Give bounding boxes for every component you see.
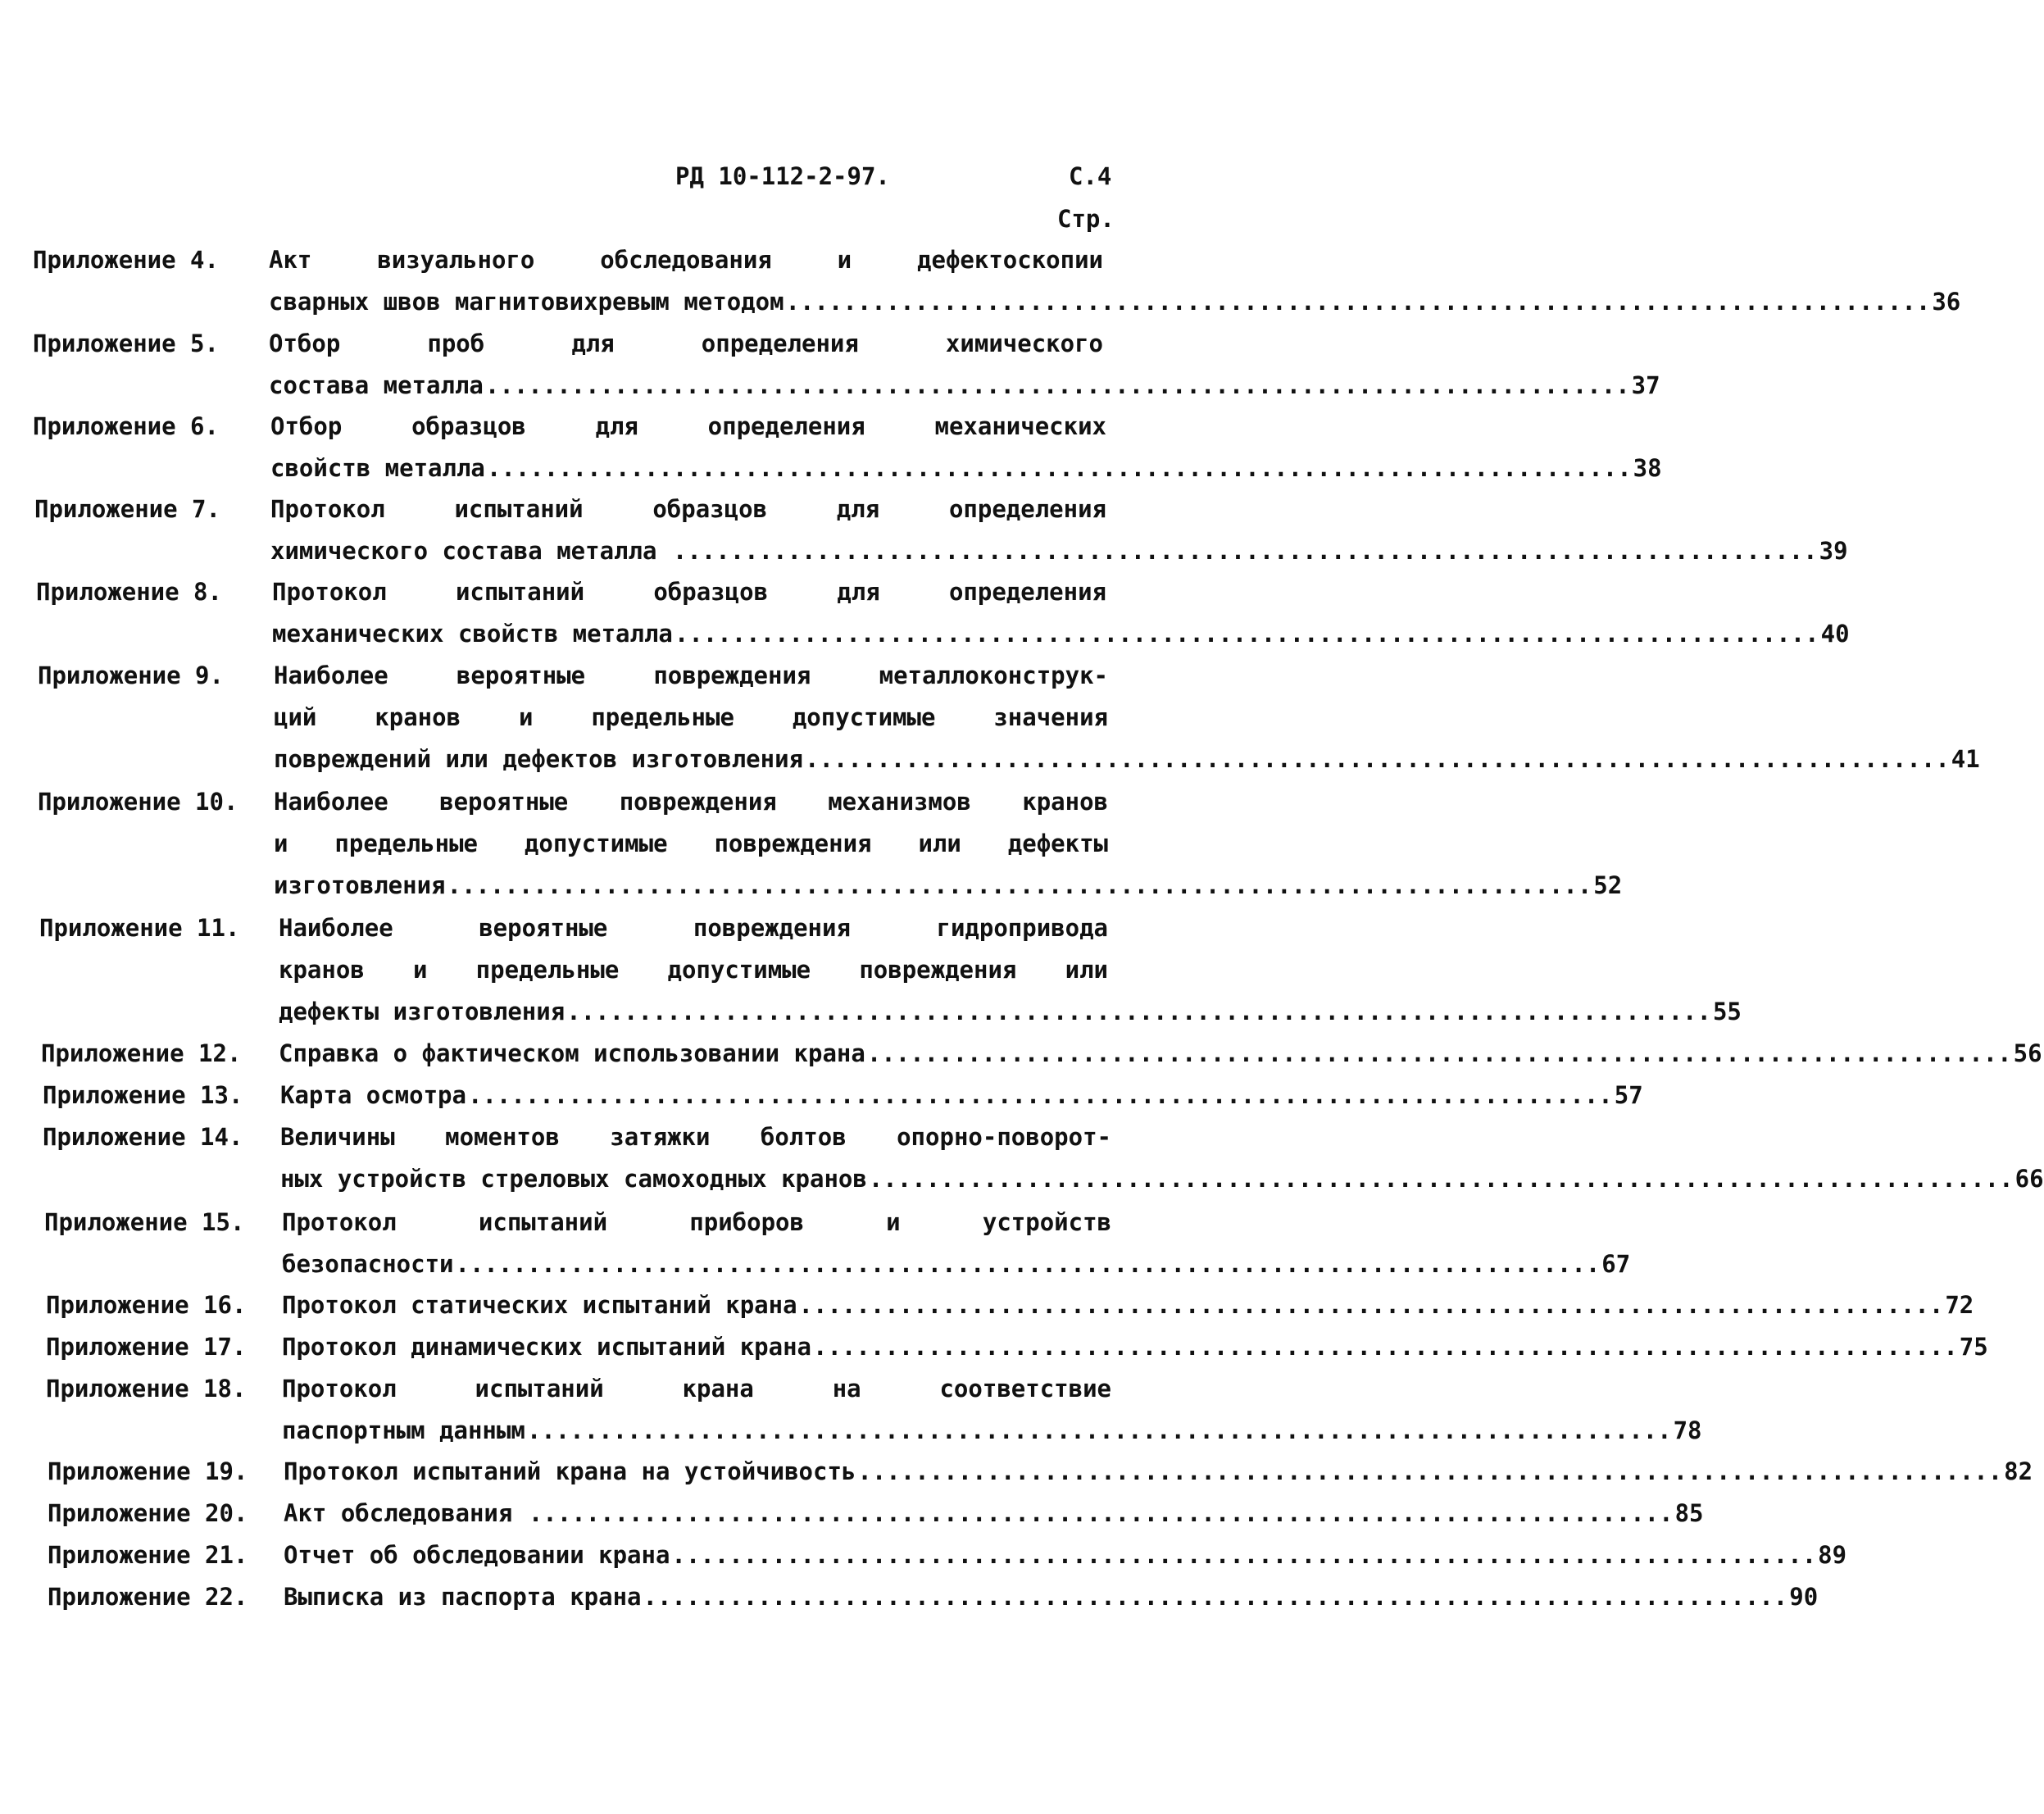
toc-entry-label: Приложение 9. <box>38 661 224 689</box>
toc-entry-page: 89 <box>1818 1541 1847 1569</box>
toc-entry-title: Отбор проб для определения химического <box>269 330 1103 357</box>
toc-entry-line <box>282 1250 1631 1283</box>
dot-leader: ................................................................................ <box>798 1291 1944 1319</box>
toc-entry-line <box>284 1457 2033 1490</box>
toc-entry-line <box>284 1499 1704 1532</box>
toc-entry-title: Акт обследования <box>284 1499 527 1527</box>
toc-entry-label: Приложение 4. <box>33 246 219 274</box>
toc-entry-page: 90 <box>1789 1583 1819 1611</box>
toc-entry-label: Приложение 8. <box>36 578 222 606</box>
dot-leader: ................................................................................ <box>528 1499 1674 1527</box>
toc-entry-title: дефекты изготовления <box>279 998 566 1025</box>
toc-entry-line <box>280 1165 2044 1198</box>
toc-entry-line <box>279 998 1742 1030</box>
toc-entry-line <box>272 620 1850 652</box>
toc-entry-title: химического состава металла <box>270 537 671 565</box>
dot-leader: ................................................................................ <box>805 745 1950 773</box>
toc-entry-page: 78 <box>1673 1416 1702 1444</box>
dot-leader: ................................................................................ <box>785 288 1931 316</box>
toc-entry-page: 57 <box>1614 1081 1643 1109</box>
toc-entry-line <box>279 914 1108 947</box>
toc-entry-label: Приложение 10. <box>38 788 238 816</box>
toc-entry-line <box>274 788 1108 821</box>
toc-entry-title: Отчет об обследовании крана <box>284 1541 670 1569</box>
toc-entry-page: 41 <box>1951 745 1980 773</box>
dot-leader: ................................................................................ <box>455 1250 1601 1278</box>
toc-entry-line <box>274 830 1108 862</box>
dot-leader: ................................................................................ <box>566 998 1711 1025</box>
toc-entry-title: Протокол испытаний крана на устойчивость <box>284 1457 856 1485</box>
dot-leader: ................................................................................ <box>484 371 1630 399</box>
toc-entry-line <box>279 1039 2042 1072</box>
toc-entry-label: Приложение 12. <box>41 1039 242 1067</box>
toc-entry-title: Протокол статических испытаний крана <box>282 1291 797 1319</box>
toc-entry-title: и предельные допустимые повреждения или дефекты <box>274 830 1108 857</box>
toc-entry-title: Наиболее вероятные повреждения металлоконструк- <box>274 661 1108 689</box>
toc-entry-page: 37 <box>1631 371 1660 399</box>
toc-entry-page: 82 <box>2004 1457 2033 1485</box>
toc-entry-title: Протокол испытаний крана на соответствие <box>282 1375 1111 1403</box>
toc-entry-label: Приложение 20. <box>48 1499 248 1527</box>
toc-entry-label: Приложение 6. <box>33 412 219 440</box>
toc-entry-line <box>274 703 1108 736</box>
toc-entry-line <box>280 1123 1111 1156</box>
toc-entry-line <box>274 745 1980 778</box>
toc-entry-page: 75 <box>1959 1333 1988 1361</box>
document-code: РД 10-112-2-97. <box>675 162 890 190</box>
toc-entry-page: 72 <box>1945 1291 1974 1319</box>
toc-entry-label: Приложение 17. <box>46 1333 247 1361</box>
toc-entry-title: Величины моментов затяжки болтов опорно-поворот- <box>280 1123 1111 1151</box>
toc-entry-page: 55 <box>1712 998 1742 1025</box>
toc-entry-page: 56 <box>2013 1039 2042 1067</box>
toc-entry-title: состава металла <box>269 371 484 399</box>
dot-leader: ................................................................................ <box>643 1583 1788 1611</box>
dot-leader: ................................................................................ <box>866 1039 2012 1067</box>
toc-entry-title: Акт визуального обследования и дефектоскопии <box>269 246 1103 274</box>
toc-entry-line <box>270 454 1662 487</box>
toc-entry-title: Наиболее вероятные повреждения гидропривода <box>279 914 1108 942</box>
toc-entry-label: Приложение 19. <box>48 1457 248 1485</box>
dot-leader: ................................................................................ <box>526 1416 1672 1444</box>
toc-entry-page: 66 <box>2014 1165 2044 1193</box>
dot-leader: ................................................................................ <box>447 871 1592 899</box>
toc-entry-page: 52 <box>1593 871 1623 899</box>
toc-entry-line <box>270 412 1106 445</box>
toc-entry-line <box>282 1375 1111 1407</box>
toc-entry-title: Справка о фактическом использовании крана <box>279 1039 865 1067</box>
toc-entry-label: Приложение 15. <box>44 1208 245 1236</box>
dot-leader: ................................................................................ <box>672 537 1818 565</box>
toc-entry-line <box>274 661 1108 694</box>
toc-entry-line <box>269 246 1103 279</box>
toc-entry-title: паспортным данным <box>282 1416 525 1444</box>
toc-entry-label: Приложение 7. <box>34 495 220 523</box>
toc-entry-line <box>274 871 1623 904</box>
dot-leader: ................................................................................ <box>857 1457 2003 1485</box>
toc-entry-title: свойств металла <box>270 454 485 482</box>
toc-entry-label: Приложение 11. <box>39 914 240 942</box>
dot-leader: ................................................................................ <box>813 1333 1958 1361</box>
dot-leader: ................................................................................ <box>674 620 1819 648</box>
toc-entry-line <box>284 1541 1847 1574</box>
toc-entry-title: кранов и предельные допустимые повреждения или <box>279 956 1108 984</box>
dot-leader: ................................................................................ <box>671 1541 1817 1569</box>
toc-entry-label: Приложение 13. <box>43 1081 243 1109</box>
toc-entry-title: ных устройств стреловых самоходных кранов <box>280 1165 867 1193</box>
dot-leader: ................................................................................ <box>486 454 1632 482</box>
toc-entry-line <box>282 1208 1111 1241</box>
toc-entry-line <box>282 1333 1988 1366</box>
toc-entry-title: Протокол испытаний образцов для определения <box>272 578 1106 606</box>
toc-entry-page: 40 <box>1820 620 1850 648</box>
toc-entry-title: Выписка из паспорта крана <box>284 1583 642 1611</box>
toc-entry-page: 38 <box>1633 454 1662 482</box>
dot-leader: ................................................................................ <box>868 1165 2014 1193</box>
toc-entry-line <box>269 288 1961 321</box>
toc-entry-line <box>280 1081 1643 1114</box>
toc-entry-title: сварных швов магнитовихревым методом <box>269 288 784 316</box>
toc-entry-line <box>279 956 1108 989</box>
toc-entry-label: Приложение 14. <box>43 1123 243 1151</box>
toc-entry-label: Приложение 5. <box>33 330 219 357</box>
toc-entry-page: 85 <box>1674 1499 1704 1527</box>
toc-entry-line <box>270 537 1848 570</box>
toc-entry-title: безопасности <box>282 1250 454 1278</box>
toc-entry-line <box>282 1416 1702 1449</box>
toc-entry-title: Протокол испытаний приборов и устройств <box>282 1208 1111 1236</box>
toc-entry-label: Приложение 22. <box>48 1583 248 1611</box>
toc-entry-title: механических свойств металла <box>272 620 673 648</box>
page-column-heading: Стр. <box>1057 205 1115 233</box>
dot-leader: ................................................................................ <box>467 1081 1613 1109</box>
toc-entry-page: 36 <box>1932 288 1961 316</box>
toc-entry-line <box>269 371 1660 404</box>
toc-entry-line <box>272 578 1106 611</box>
toc-entry-title: Протокол динамических испытаний крана <box>282 1333 812 1361</box>
toc-entry-title: Отбор образцов для определения механических <box>270 412 1106 440</box>
toc-entry-title: Протокол испытаний образцов для определения <box>270 495 1106 523</box>
toc-entry-label: Приложение 18. <box>46 1375 247 1403</box>
toc-entry-line <box>270 495 1106 528</box>
toc-entry-title: изготовления <box>274 871 446 899</box>
toc-entry-title: повреждений или дефектов изготовления <box>274 745 804 773</box>
toc-entry-title: Карта осмотра <box>280 1081 466 1109</box>
toc-entry-line <box>282 1291 1974 1324</box>
toc-entry-title: Наиболее вероятные повреждения механизмов кранов <box>274 788 1108 816</box>
toc-entry-line <box>269 330 1103 362</box>
toc-entry-label: Приложение 21. <box>48 1541 248 1569</box>
page-number: С.4 <box>1069 162 1112 190</box>
toc-entry-title: ций кранов и предельные допустимые значения <box>274 703 1108 731</box>
toc-entry-label: Приложение 16. <box>46 1291 247 1319</box>
toc-entry-line <box>284 1583 1819 1616</box>
toc-entry-page: 39 <box>1819 537 1848 565</box>
toc-entry-page: 67 <box>1601 1250 1631 1278</box>
